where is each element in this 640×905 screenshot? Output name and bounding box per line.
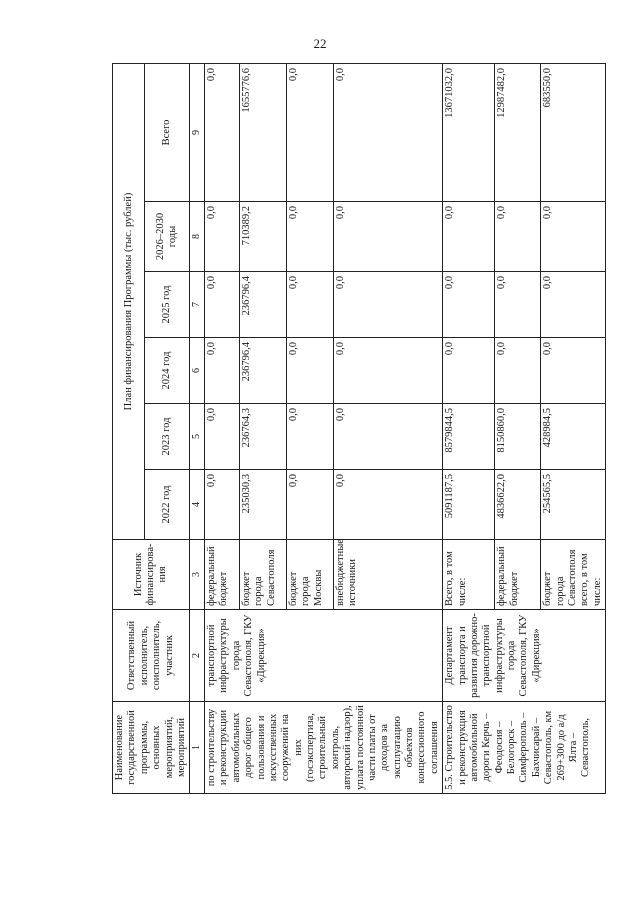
value-cell: 235030,3 xyxy=(240,470,287,540)
source-cell: бюджет города Севастополя xyxy=(240,540,287,610)
value-cell: 5091187,5 xyxy=(443,470,495,540)
value-cell: 8150860,0 xyxy=(495,404,541,470)
value-cell: 0,0 xyxy=(286,338,333,404)
source-cell: Всего, в том числе: xyxy=(443,540,495,610)
source-cell: федеральный бюджет xyxy=(495,540,541,610)
colnum-8: 8 xyxy=(190,202,205,272)
colnum-5: 5 xyxy=(190,404,205,470)
value-cell: 0,0 xyxy=(205,272,240,338)
value-cell: 0,0 xyxy=(286,470,333,540)
value-cell: 0,0 xyxy=(443,272,495,338)
value-cell: 0,0 xyxy=(495,202,541,272)
value-cell: 0,0 xyxy=(541,338,606,404)
value-cell: 236796,4 xyxy=(240,338,287,404)
value-cell: 0,0 xyxy=(286,272,333,338)
value-cell: 0,0 xyxy=(205,202,240,272)
block1-executor: транспортной инфраструктуры города Севастополя, ГКУ «Дирекция» xyxy=(205,610,443,702)
header-name: Наименование государственной программы, основных мероприятий, мероприятий xyxy=(113,702,190,794)
colnum-7: 7 xyxy=(190,272,205,338)
value-cell: 683550,0 xyxy=(541,63,606,201)
colnum-3: 3 xyxy=(190,540,205,610)
value-cell: 0,0 xyxy=(286,63,333,201)
value-cell: 0,0 xyxy=(541,202,606,272)
value-cell: 236764,3 xyxy=(240,404,287,470)
header-year-2024: 2024 год xyxy=(145,338,190,404)
value-cell: 0,0 xyxy=(286,404,333,470)
header-plan: План финансирования Программы (тыс. рублей) xyxy=(113,63,145,539)
value-cell: 0,0 xyxy=(495,272,541,338)
header-year-2023: 2023 год xyxy=(145,404,190,470)
table-row xyxy=(205,63,240,793)
value-cell: 0,0 xyxy=(333,338,443,404)
financing-table-rotated xyxy=(112,64,603,794)
block2-executor: Департамент транспорта и развития дорожно-транспортной инфраструктуры города Севастополя, ГКУ «Дирекция» xyxy=(443,610,606,702)
colnum-6: 6 xyxy=(190,338,205,404)
value-cell: 254565,5 xyxy=(541,470,606,540)
value-cell: 710389,2 xyxy=(240,202,287,272)
page-number: 22 xyxy=(313,36,327,51)
value-cell: 0,0 xyxy=(333,470,443,540)
colnum-9: 9 xyxy=(190,63,205,201)
value-cell: 0,0 xyxy=(443,202,495,272)
header-year-2022: 2022 год xyxy=(145,470,190,540)
header-year-2026-2030: 2026–2030 годы xyxy=(145,202,190,272)
value-cell: 236796,4 xyxy=(240,272,287,338)
financing-table xyxy=(112,63,606,794)
value-cell: 0,0 xyxy=(333,404,443,470)
value-cell: 0,0 xyxy=(333,272,443,338)
source-cell: бюджет города Москвы xyxy=(286,540,333,610)
value-cell: 13671032,0 xyxy=(443,63,495,201)
header-year-2025: 2025 год xyxy=(145,272,190,338)
colnum-4: 4 xyxy=(190,470,205,540)
value-cell: 0,0 xyxy=(205,63,240,201)
source-cell: бюджет города Севастополя всего, в том числе: xyxy=(541,540,606,610)
table-row xyxy=(443,63,495,793)
header-executor: Ответственный исполнитель, соисполнитель, участник xyxy=(113,610,190,702)
source-cell: внебюджетные источники xyxy=(333,540,443,610)
value-cell: 0,0 xyxy=(205,470,240,540)
value-cell: 0,0 xyxy=(286,202,333,272)
block2-name: 5.5. Строительство и реконструкция автомобильной дороги Керчь – Феодосия – Белогорск – Симферополь – Бахчисарай – Севастополь, км 269+300 до а/д Ялта – Севастополь, xyxy=(443,702,606,794)
header-source: Источник финансирова-ния xyxy=(113,540,190,610)
value-cell: 0,0 xyxy=(205,338,240,404)
value-cell: 0,0 xyxy=(333,202,443,272)
value-cell: 428984,5 xyxy=(541,404,606,470)
header-total: Всего xyxy=(145,63,190,201)
value-cell: 0,0 xyxy=(541,272,606,338)
value-cell: 4836622,0 xyxy=(495,470,541,540)
value-cell: 0,0 xyxy=(495,338,541,404)
value-cell: 0,0 xyxy=(443,338,495,404)
colnum-1: 1 xyxy=(190,702,205,794)
value-cell: 0,0 xyxy=(205,404,240,470)
value-cell: 12987482,0 xyxy=(495,63,541,201)
block1-name: по строительству и реконструкции автомобильных дорог общего пользования и искусственных сооружений на них (госэкспертиза, строительный контроль, авторский надзор), уплата постоянной части платы от доходов за эксплуатацию объектов концессионного соглашения xyxy=(205,702,443,794)
value-cell: 8579844,5 xyxy=(443,404,495,470)
value-cell: 1655776,6 xyxy=(240,63,287,201)
value-cell: 0,0 xyxy=(333,63,443,201)
source-cell: федеральный бюджет xyxy=(205,540,240,610)
colnum-2: 2 xyxy=(190,610,205,702)
